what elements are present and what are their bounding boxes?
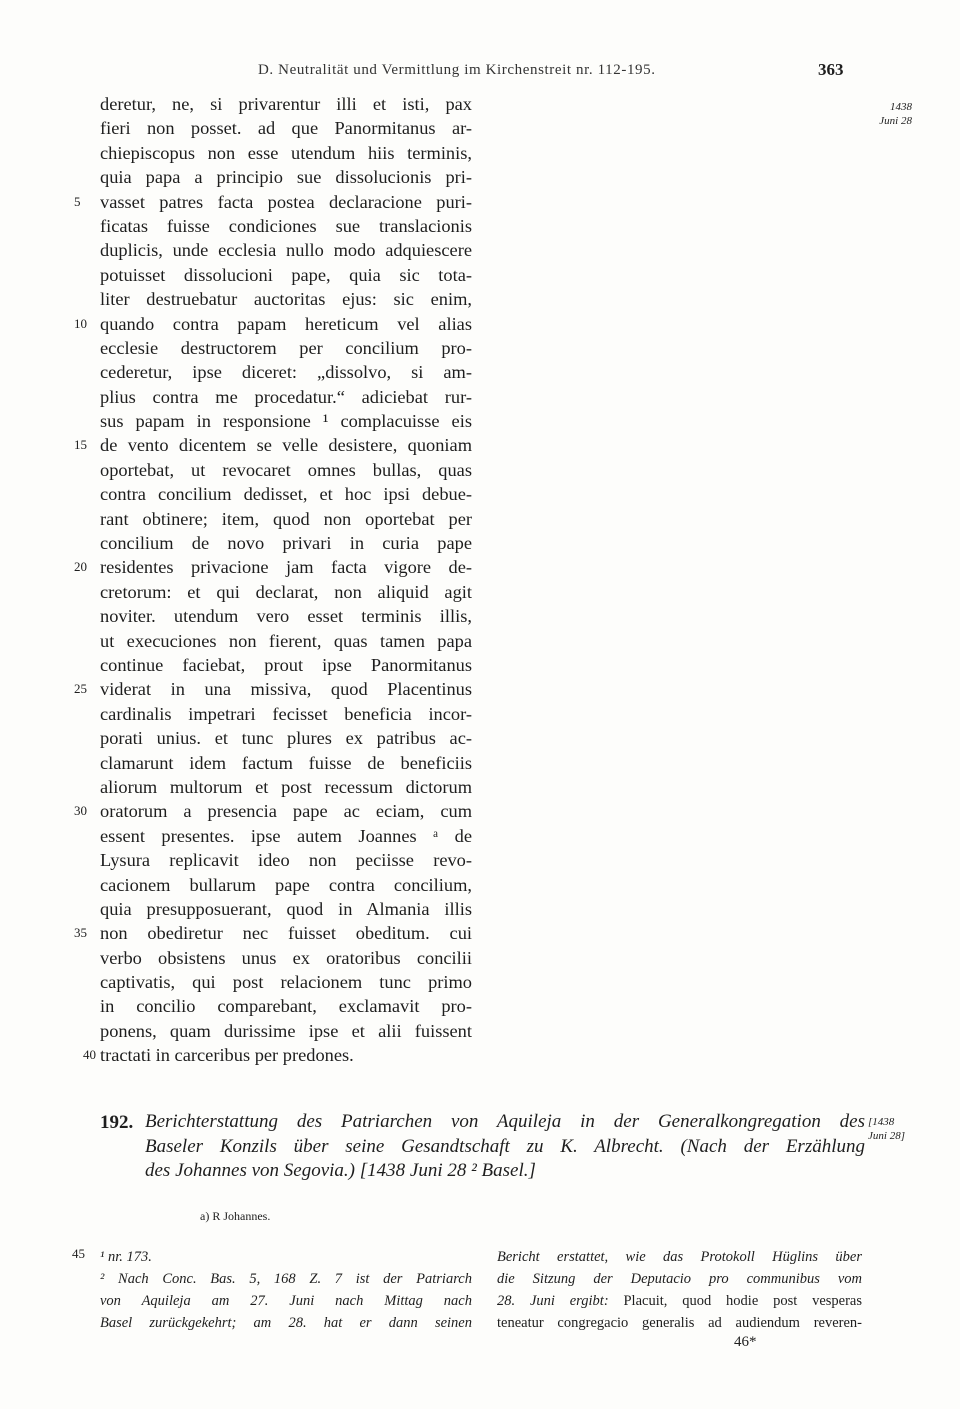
text-line — [100, 751, 472, 775]
line-text: tractati in carceribus per predones. — [100, 1045, 354, 1066]
text-line — [74, 190, 472, 214]
footnote-line: ¹ nr. 173. — [100, 1249, 152, 1265]
line-text: oportebat, ut revocaret omnes bullas, quas — [100, 459, 472, 480]
line-text: cretorum: et qui declarat, non aliquid agit — [100, 581, 472, 602]
text-line — [100, 653, 472, 677]
footnote-line: teneatur congregacio generalis ad audiendum reveren- — [497, 1315, 862, 1331]
line-text: porati unius. et tunc plures ex patribus ac- — [100, 728, 472, 749]
text-line — [100, 726, 472, 750]
text-line — [74, 433, 472, 457]
text-line — [100, 848, 472, 872]
line-text: plius contra me procedatur.“ adiciebat rur- — [100, 386, 472, 407]
line-text: deretur, ne, si privarentur illi et isti, pax — [100, 94, 472, 114]
main-text — [74, 92, 472, 1068]
footnote-line: Bericht erstattet, wie das Protokoll Hüglins über — [497, 1249, 862, 1265]
text-line — [100, 409, 472, 433]
text-line — [100, 141, 472, 165]
text-line — [74, 677, 472, 701]
page-number: 363 — [818, 60, 844, 79]
line-text: oratorum a presencia pape ac eciam, cum — [100, 801, 472, 822]
text-line — [74, 555, 472, 579]
text-line — [100, 116, 472, 140]
text-line — [100, 531, 472, 555]
line-text: ut execuciones non fierent, quas tamen papa — [100, 630, 472, 651]
text-line — [100, 360, 472, 384]
text-line — [100, 604, 472, 628]
text-line — [100, 263, 472, 287]
margin-date-day: Juni 28 — [879, 115, 912, 127]
footnote-line: 28. Juni ergibt: Placuit, quod hodie post vesperas — [497, 1293, 862, 1309]
line-number: 20 — [74, 559, 87, 575]
heading-margin-date — [868, 1115, 905, 1143]
line-number: 15 — [74, 437, 87, 453]
line-text: ponens, quam durissime ipse et alii fuissent — [100, 1020, 472, 1041]
line-text: viderat in una missiva, quod Placentinus — [100, 679, 472, 700]
line-text: quia papa a principio sue dissolucionis pri- — [100, 167, 472, 188]
heading-margin-year: [1438 — [868, 1116, 895, 1128]
line-text: captivatis, qui post relacionem tunc primo — [100, 972, 472, 993]
text-line — [74, 921, 472, 945]
line-text: sus papam in responsione ¹ complacuisse eis — [100, 411, 472, 432]
variant-note: a) R Johannes. — [200, 1209, 271, 1223]
text-line — [100, 336, 472, 360]
margin-date — [852, 100, 912, 128]
margin-date-year: 1438 — [890, 101, 912, 113]
heading-line: Baseler Konzils über seine Gesandtschaft zu K. Albrecht. (Nach der Erzählung — [145, 1135, 865, 1157]
footnote-line: Basel zurückgekehrt; am 28. hat er dann seinen — [100, 1315, 472, 1331]
line-text: verbo obsistens unus ex oratoribus concilii — [100, 947, 472, 968]
line-text: ficatas fuisse condiciones sue translacionis — [100, 215, 472, 236]
line-text: essent presentes. ipse autem Joannes ᵃ de — [100, 825, 472, 846]
document-heading — [145, 1110, 865, 1184]
text-line — [100, 1019, 472, 1043]
line-number: 5 — [74, 193, 81, 209]
heading-line: des Johannes von Segovia.) [1438 Juni 28 ² Basel.] — [145, 1160, 536, 1181]
text-line — [74, 799, 472, 823]
text-line — [100, 482, 472, 506]
line-text: cacionem bullarum pape contra concilium, — [100, 874, 472, 895]
line-text: noviter. utendum vero esset terminis illis, — [100, 606, 472, 627]
line-text: residentes privacione jam facta vigore de- — [100, 557, 472, 578]
text-line — [83, 1043, 472, 1067]
line-text: de vento dicentem se velle desistere, quoniam — [100, 435, 472, 456]
line-number: 25 — [74, 681, 87, 697]
text-line — [74, 312, 472, 336]
line-text: clamarunt idem factum fuisse de beneficiis — [100, 752, 472, 773]
text-line — [100, 287, 472, 311]
footnote-line: ² Nach Conc. Bas. 5, 168 Z. 7 ist der Patriarch — [100, 1271, 472, 1287]
text-line — [100, 507, 472, 531]
text-line — [100, 970, 472, 994]
line-text: cardinalis impetrari fecisset beneficia incor- — [100, 703, 472, 724]
text-line — [100, 873, 472, 897]
line-number: 35 — [74, 925, 87, 941]
text-line — [100, 897, 472, 921]
line-text: cederetur, ipse diceret: „dissolvo, si am- — [100, 362, 472, 383]
text-line — [100, 238, 472, 262]
text-line — [100, 775, 472, 799]
footnote-line-number: 45 — [72, 1246, 85, 1261]
document-number: 192. — [100, 1112, 134, 1133]
text-line — [100, 702, 472, 726]
line-text: concilium de novo privari in curia pape — [100, 533, 472, 554]
text-line — [100, 165, 472, 189]
text-line — [100, 385, 472, 409]
heading-margin-day: Juni 28] — [868, 1130, 905, 1142]
line-text: duplicis, unde ecclesia nullo modo adquiescere — [100, 240, 472, 261]
text-line — [100, 580, 472, 604]
line-text: continue faciebat, prout ipse Panormitanus — [100, 654, 472, 675]
line-number: 10 — [74, 315, 87, 331]
text-line — [100, 994, 472, 1018]
line-number: 40 — [83, 1047, 96, 1063]
line-text: potuisset dissolucioni pape, quia sic tota- — [100, 264, 472, 285]
text-line — [100, 458, 472, 482]
footnote-line: die Sitzung der Deputacio pro communibus vom — [497, 1271, 862, 1287]
text-line — [100, 946, 472, 970]
line-text: in concilio comparebant, exclamavit pro- — [100, 996, 472, 1017]
line-text: rant obtinere; item, quod non oportebat per — [100, 508, 472, 529]
line-text: Lysura replicavit ideo non peciisse revo- — [100, 850, 472, 871]
line-number: 30 — [74, 803, 87, 819]
text-line — [100, 629, 472, 653]
text-line — [100, 92, 472, 116]
text-line — [100, 824, 472, 848]
footnotes-right — [497, 1246, 862, 1334]
line-text: quando contra papam hereticum vel alias — [100, 313, 472, 334]
footnote-line: von Aquileja am 27. Juni nach Mittag nach — [100, 1293, 472, 1309]
line-text: quia presupposuerant, quod in Almania illis — [100, 898, 472, 919]
text-line — [100, 214, 472, 238]
line-text: fieri non posset. ad que Panormitanus ar- — [100, 118, 472, 139]
line-text: aliorum multorum et post recessum dictorum — [100, 776, 472, 797]
heading-line: Berichterstattung des Patriarchen von Aquileja in der Generalkongregation des — [145, 1111, 865, 1132]
line-text: vasset patres facta postea declaracione puri- — [100, 191, 472, 212]
line-text: liter destruebatur auctoritas ejus: sic enim, — [100, 289, 472, 310]
line-text: chiepiscopus non esse utendum hiis terminis, — [100, 142, 472, 163]
running-head: D. Neutralität und Vermittlung im Kirchenstreit nr. 112-195. — [258, 62, 656, 78]
line-text: contra concilium dedisset, et hoc ipsi debue- — [100, 484, 472, 505]
footnotes-left — [100, 1246, 472, 1334]
line-text: ecclesie destructorem per concilium pro- — [100, 337, 472, 358]
line-text: non obediretur nec fuisset obeditum. cui — [100, 923, 472, 944]
signature-mark: 46* — [734, 1334, 757, 1350]
